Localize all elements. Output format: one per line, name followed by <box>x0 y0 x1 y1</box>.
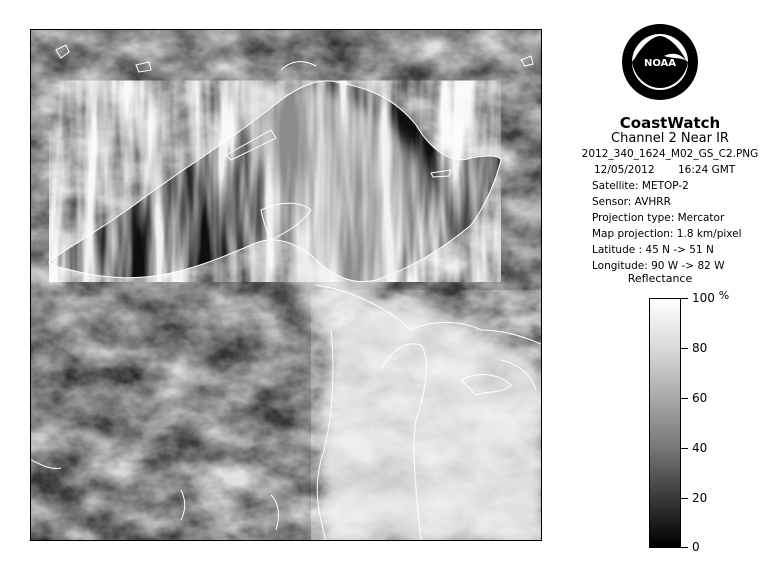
colorbar-tick-label-60: 60 <box>692 391 708 405</box>
colorbar-tick <box>681 398 688 399</box>
product-projection-type: Projection type: Mercator <box>592 212 725 224</box>
colorbar-tick-label-20: 20 <box>692 491 708 505</box>
colorbar-unit: % <box>718 289 730 302</box>
colorbar-tick-label-80: 80 <box>692 341 708 355</box>
satellite-image-svg <box>31 30 542 541</box>
product-time: 16:24 GMT <box>678 164 736 176</box>
product-latitude: Latitude : 45 N -> 51 N <box>592 244 714 256</box>
product-filename: 2012_340_1624_M02_GS_C2.PNG <box>581 148 759 160</box>
colorbar-tick <box>681 498 688 499</box>
product-map-projection: Map projection: 1.8 km/pixel <box>592 228 742 240</box>
colorbar-tick <box>681 348 688 349</box>
product-title: CoastWatch <box>619 114 721 132</box>
colorbar-label: Reflectance <box>627 272 693 285</box>
colorbar-tick-label-0: 0 <box>692 540 700 554</box>
reflectance-colorbar <box>649 298 681 548</box>
noaa-logo <box>620 22 700 102</box>
colorbar-tick-label-40: 40 <box>692 441 708 455</box>
product-satellite: Satellite: METOP-2 <box>592 180 689 192</box>
product-sensor: Sensor: AVHRR <box>592 196 671 208</box>
product-date: 12/05/2012 <box>594 164 655 176</box>
colorbar-tick <box>681 448 688 449</box>
product-subtitle: Channel 2 Near IR <box>611 131 729 146</box>
colorbar-tick-label-100: 100 % <box>692 289 730 305</box>
colorbar-tick <box>681 298 688 299</box>
logo-center-text: NOAA <box>643 58 677 69</box>
product-longitude: Longitude: 90 W -> 82 W <box>592 260 725 272</box>
colorbar-tick <box>681 547 688 548</box>
satellite-image <box>30 29 542 541</box>
